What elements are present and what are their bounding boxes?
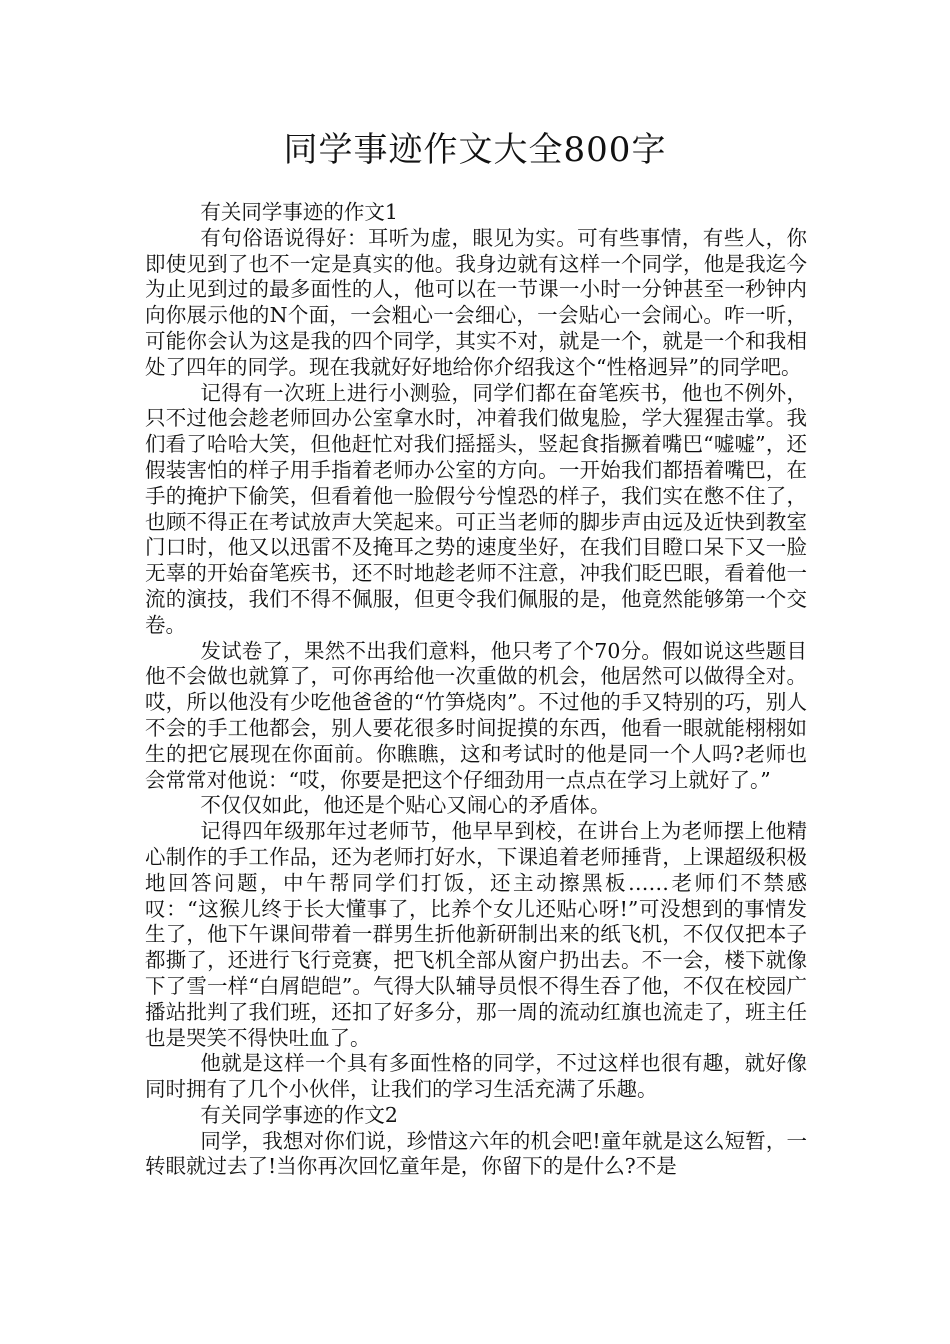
- paragraph: 记得四年级那年过老师节，他早早到校，在讲台上为老师摆上他精心制作的手工作品，还为老师打好水，下课追着老师捶背，上课超级积极地回答问题，中午帮同学们打饭，还主动擦黑板……老师们不禁感叹：“这猴儿终于长大懂事了，比养个女儿还贴心呀!”可没想到的事情发生了，他下午课间带着一群男生折他新研制出来的纸飞机，不仅仅把本子都撕了，还进行飞行竞赛，把飞机全部从窗户扔出去。不一会，楼下就像下了雪一样“白屑皑皑”。气得大队辅导员恨不得生吞了他，不仅在校园广播站批判了我们班，还扣了好多分，那一周的流动红旗也流走了，班主任也是哭笑不得快吐血了。: [145, 819, 807, 1050]
- section-heading-1: 有关同学事迹的作文1: [200, 200, 398, 224]
- paragraph: 发试卷了，果然不出我们意料，他只考了个70分。假如说这些题目他不会做也就算了，可你再给他一次重做的机会，他居然可以做得全对。哎，所以他没有少吃他爸爸的“竹笋烧肉”。不过他的手又特别的巧，别人不会的手工他都会，别人要花很多时间捉摸的东西，他看一眼就能栩栩如生的把它展现在你面前。你瞧瞧，这和考试时的他是同一个人吗?老师也会常常对他说：“哎，你要是把这个仔细劲用一点点在学习上就好了。”: [145, 638, 807, 792]
- paragraph: 同学，我想对你们说，珍惜这六年的机会吧!童年就是这么短暂，一转眼就过去了!当你再次回忆童年是，你留下的是什么?不是: [145, 1128, 807, 1179]
- section-heading-2: 有关同学事迹的作文2: [200, 1102, 398, 1127]
- paragraph: 不仅仅如此，他还是个贴心又闹心的矛盾体。: [200, 793, 611, 818]
- paragraph: 他就是这样一个具有多面性格的同学，不过这样也很有趣，就好像同时拥有了几个小伙伴，让我们的学习生活充满了乐趣。: [145, 1051, 807, 1102]
- paragraph: 记得有一次班上进行小测验，同学们都在奋笔疾书，他也不例外，只不过他会趁老师回办公室拿水时，冲着我们做鬼脸，学大猩猩击掌。我们看了哈哈大笑，但他赶忙对我们摇摇头，竖起食指撅着嘴巴“嘘嘘”，还假装害怕的样子用手指着老师办公室的方向。一开始我们都捂着嘴巴，在手的掩护下偷笑，但看着他一脸假兮兮惶恐的样子，我们实在憋不住了，也顾不得正在考试放声大笑起来。可正当老师的脚步声由远及近快到教室门口时，他又以迅雷不及掩耳之势的速度坐好，在我们目瞪口呆下又一脸无辜的开始奋笔疾书，还不时地趁老师不注意，冲我们眨巴眼，看着他一流的演技，我们不得不佩服，但更令我们佩服的是，他竟然能够第一个交卷。: [145, 380, 807, 637]
- document-title: 同学事迹作文大全800字: [283, 130, 667, 170]
- document-body: [145, 200, 807, 1180]
- paragraph: 有句俗语说得好：耳听为虚，眼见为实。可有些事情，有些人，你即使见到了也不一定是真实的他。我身边就有这样一个同学，他是我迄今为止见到过的最多面性的人，他可以在一节课一小时一分钟甚至一秒钟内向你展示他的N个面，一会粗心一会细心，一会贴心一会闹心。咋一听，可能你会认为这是我的四个同学，其实不对，就是一个，就是一个和我相处了四年的同学。现在我就好好地给你介绍我这个“性格迥异”的同学吧。: [145, 225, 807, 379]
